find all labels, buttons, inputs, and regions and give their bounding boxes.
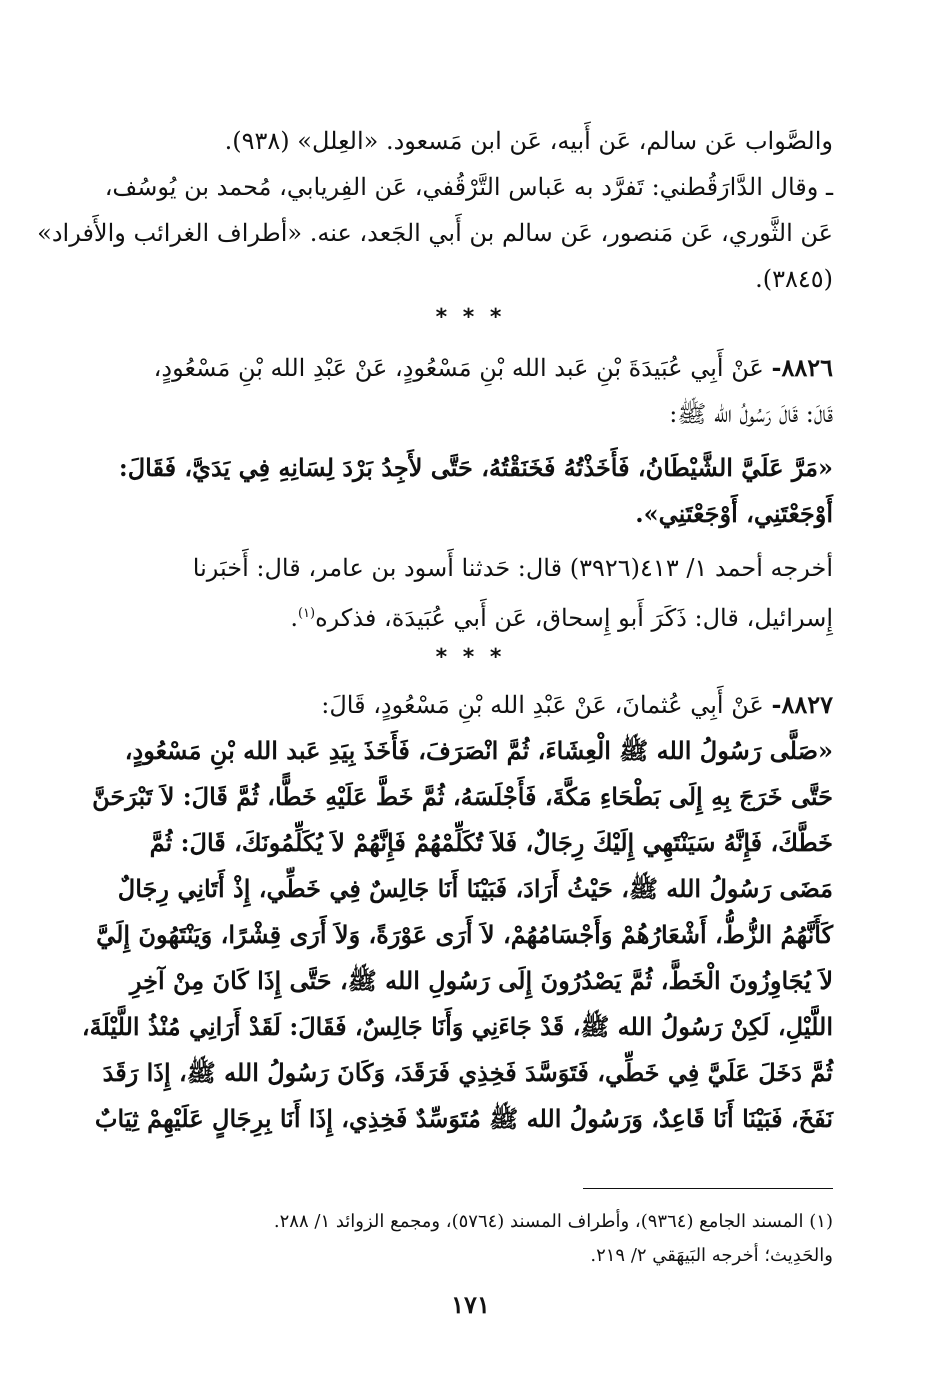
hadith-number: ٨٨٢٦- <box>771 353 833 382</box>
hadith-8827-matn-line: حَتَّى خَرَجَ بِهِ إِلَى بَطْحَاءِ مَكَّةَ، فَأَجْلَسَهُ، ثُمَّ خَطَّ عَلَيْهِ خَطًّا، ثُمَّ قَالَ: لاَ تَبْرَحَنَّ <box>92 782 833 811</box>
continuation-line: عَن الثَّوري، عَن مَنصور، عَن سالم بن أَبي الجَعد، عنه. «أطراف الغرائب والأَفراد» <box>37 219 833 247</box>
continuation-line: والصَّواب عَن سالم، عَن أَبيه، عَن ابن مَسعود. «العِلل» (٩٣٨). <box>224 127 833 155</box>
footnote-1: (١) المسند الجامع (٩٣٦٤)، وأطراف المسند (٥٧٦٤)، ومجمع الزوائد ١/ ٢٨٨. <box>273 1211 833 1232</box>
hadith-8826-line: قَالَ: قَالَ رَسُولُ الله ﷺ: <box>669 400 833 428</box>
hadith-8827-matn-line: اللَّيْلِ، لَكِنْ رَسُولُ الله ﷺ، قَدْ جَاءَنِي وَأَنَا جَالِسٌ، فَقَالَ: لَقَدْ أَرَانِي مُنْذُ اللَّيْلَةَ، <box>81 1012 833 1041</box>
hadith-number: ٨٨٢٧- <box>771 690 833 719</box>
continuation-block <box>37 118 833 302</box>
footnote-1-continuation: والحَدِيث؛ أخرجه البَيهَقي ٢/ ٢١٩. <box>590 1245 833 1266</box>
hadith-8826-takhrij-line: أخرجه أحمد ١/ ٤١٣(٣٩٢٦) قال: حَدثنا أَسود بن عامر، قال: أَخبَرنا <box>192 554 833 582</box>
hadith-8826-takhrij-line <box>118 591 833 637</box>
hadith-8827-matn-line: كَأَنَّهُمُ الزُّطُّ، أَشْعَارُهُمْ وَأَجْسَامُهُمْ، لاَ أَرَى عَوْرَةً، وَلاَ أَرَى قِشْرًا، وَيَنْتَهُونَ إِلَيَّ <box>96 920 833 949</box>
isnad-text: عَنْ أَبِي عُثمانَ، عَنْ عَبْدِ الله بْنِ مَسْعُودٍ، قَالَ: <box>321 691 764 719</box>
continuation-line: (٣٨٤٥). <box>755 265 833 293</box>
hadith-8826-matn-line: أَوْجَعْتَنِي، أَوْجَعْتَنِي». <box>635 499 833 528</box>
hadith-8827-matn-line: نَفَخَ، فَبَيْنَا أَنَا قَاعِدٌ، وَرَسُولُ الله ﷺ مُتَوَسِّدٌ فَخِذِي، إِذَا أَنَا بِرِجَالٍ عَلَيْهِمْ ثِيَابٌ <box>94 1104 833 1133</box>
section-separator: * * * <box>435 645 506 670</box>
section-separator: * * * <box>435 305 506 330</box>
end-punctuation: . <box>290 604 298 632</box>
hadith-8827-matn-line: خَطَّكَ، فَإِنَّهُ سَيَنْتَهِي إِلَيْكَ رِجَالٌ، فَلاَ تُكَلِّمْهُمْ فَإِنَّهُمْ لاَ يُكَلِّمُونَكَ، قَالَ: ثُمَّ <box>149 828 833 857</box>
takhrij-text: إِسرائيل، قال: ذَكَرَ أَبو إِسحاق، عَن أَبي عُبَيدَة، فذكره <box>315 604 833 632</box>
isnad-text: عَنْ أَبِي عُبَيدَةَ بْنِ عَبد الله بْنِ مَسْعُودٍ، عَنْ عَبْدِ الله بْنِ مَسْعُودٍ، <box>153 354 764 382</box>
hadith-8826-matn-line: «مَرَّ عَلَيَّ الشَّيْطَانُ، فَأَخَذْتُهُ فَخَنَقْتُهُ، حَتَّى لأَجِدُ بَرْدَ لِسَانِهِ فِي يَدَيَّ، فَقَالَ: <box>118 453 833 482</box>
hadith-8827-matn-line: ثُمَّ دَخَلَ عَلَيَّ فِي خَطِّي، فَتَوَسَّدَ فَخِذِي فَرَقَدَ، وَكَانَ رَسُولُ الله ﷺ، إِذَا رَقَدَ <box>102 1058 833 1087</box>
footnotes-block <box>118 1205 833 1273</box>
hadith-8827-matn-line: مَضَى رَسُولُ الله ﷺ، حَيْثُ أَرَادَ، فَبَيْنَا أَنَا جَالِسٌ فِي خَطِّي، إِذْ أَتَانِي رِجَالٌ <box>117 874 833 903</box>
hadith-8826-block <box>118 345 833 637</box>
continuation-line: ـ وقال الدَّارَقُطني: تَفرَّد به عَباس التَّرْقُفي، عَن الفِريابي، مُحمد بن يُوسُف، <box>104 173 833 201</box>
footnote-marker[interactable]: (١) <box>297 606 316 621</box>
hadith-8826-chain-line <box>118 345 833 391</box>
hadith-8827-chain-line <box>118 682 833 728</box>
hadith-8827-block <box>81 682 833 1142</box>
hadith-8827-matn-line: لاَ يُجَاوِزُونَ الْخَطَّ، ثُمَّ يَصْدُرُونَ إِلَى رَسُولِ الله ﷺ، حَتَّى إِذَا كَانَ مِنْ آخِرِ <box>129 966 833 995</box>
page-number: ١٧١ <box>451 1290 490 1319</box>
hadith-8827-matn-line: «صَلَّى رَسُولُ الله ﷺ الْعِشَاءَ، ثُمَّ انْصَرَفَ، فَأَخَذَ بِيَدِ عَبد الله بْنِ مَسْعُودٍ، <box>124 736 833 765</box>
footnote-divider <box>583 1188 833 1189</box>
